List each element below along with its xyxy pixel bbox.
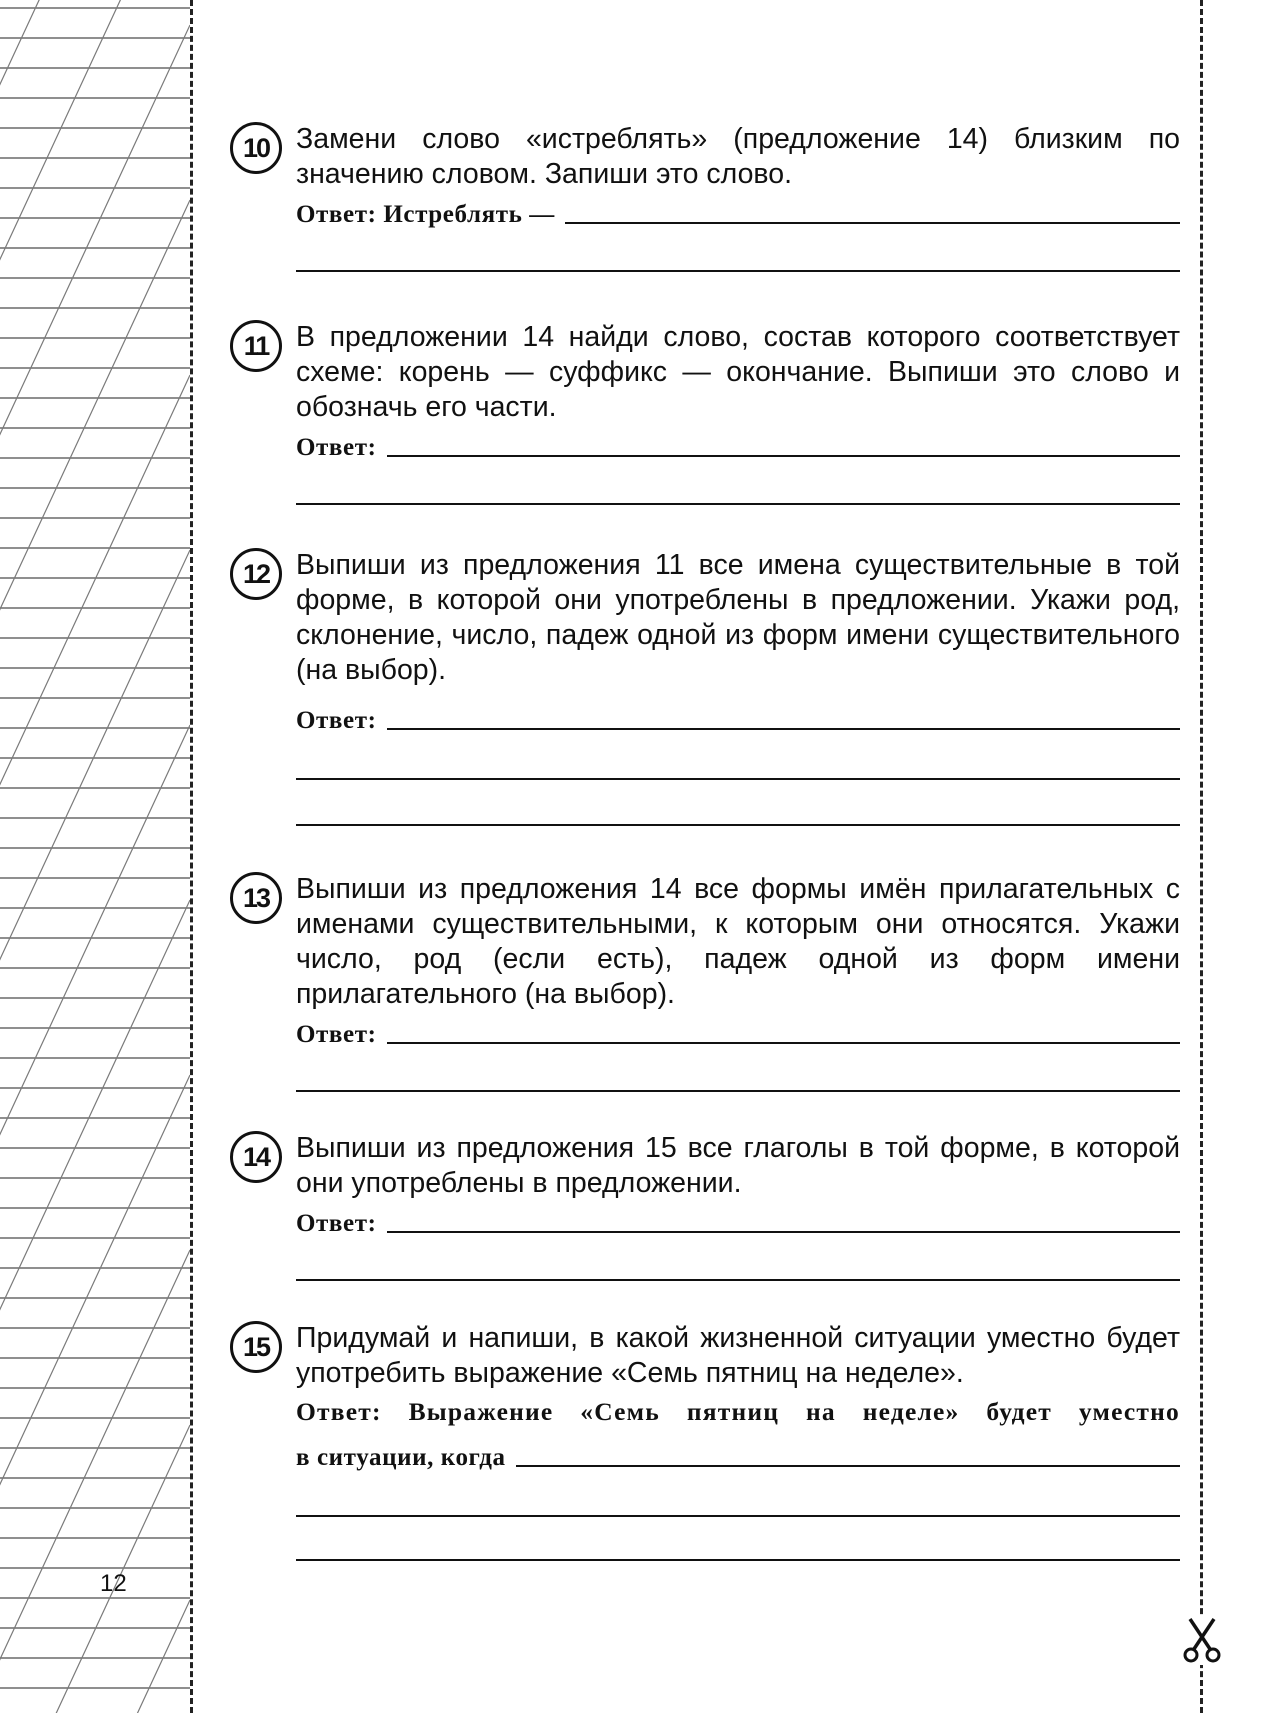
answer-row	[296, 1020, 1180, 1050]
margin-rule	[0, 550, 190, 970]
answer-label: Ответ:	[296, 1021, 377, 1048]
answer-line[interactable]	[387, 455, 1180, 457]
task-text: Придумай и напиши, в какой жизненной ситуации уместно будет употребить выражение «Семь пятниц на неделе».	[296, 1322, 1180, 1389]
task-number-badge: 11	[230, 320, 282, 372]
answer-line[interactable]	[387, 728, 1180, 730]
task-14	[230, 1131, 1180, 1281]
answer-blank-line[interactable]	[296, 1515, 1180, 1517]
margin-rule	[0, 375, 190, 795]
task-text: Выпиши из предложения 15 все глаголы в той форме, в которой они употреблены в предложении.	[296, 1132, 1180, 1199]
answer-line[interactable]	[387, 1231, 1180, 1233]
answer-blank-line[interactable]	[296, 1090, 1180, 1092]
answer-blank-line[interactable]	[296, 270, 1180, 272]
answer-line[interactable]	[387, 1042, 1180, 1044]
margin-rule	[0, 25, 190, 445]
task-number-badge: 13	[230, 872, 282, 924]
task-15	[230, 1321, 1180, 1561]
task-text: В предложении 14 найди слово, состав которого соответствует схеме: корень — суффикс — окончание. Выпиши это слово и обозначь его части.	[296, 321, 1180, 423]
task-text: Выпиши из предложения 11 все имена существительные в той форме, в которой они употреблены в предложении. Укажи род, склонение, число, падеж одной из форм имени существительного (на выбор).	[296, 549, 1180, 686]
cut-line-right	[1200, 0, 1203, 1713]
answer-row	[296, 1443, 1180, 1473]
margin-rule	[0, 1075, 190, 1495]
answer-blank-line[interactable]	[296, 1279, 1180, 1281]
task-11	[230, 320, 1180, 505]
cut-line-left	[190, 0, 193, 1713]
answer-line[interactable]	[565, 222, 1180, 224]
task-number-badge: 14	[230, 1131, 282, 1183]
margin-rule	[0, 1425, 190, 1713]
scissors-icon	[1180, 1615, 1224, 1665]
page-number: 12	[100, 1570, 127, 1597]
answer-blank-line[interactable]	[296, 1559, 1180, 1561]
ruled-margin	[0, 0, 190, 1713]
answer-row	[296, 200, 1180, 230]
margin-rule	[0, 1600, 190, 1713]
answer-blank-line[interactable]	[296, 503, 1180, 505]
answer-row	[296, 706, 1180, 736]
answer-blank-line[interactable]	[296, 778, 1180, 780]
margin-rule	[0, 0, 190, 95]
answer-label: Ответ:	[296, 434, 377, 461]
margin-rule	[0, 900, 190, 1320]
task-text: Замени слово «истреблять» (предложение 14) близким по значению словом. Запиши это слово.	[296, 123, 1180, 190]
margin-rule	[0, 200, 190, 620]
task-number-badge: 10	[230, 122, 282, 174]
margin-rule	[0, 1250, 190, 1670]
answer-row	[296, 433, 1180, 463]
task-13	[230, 872, 1180, 1092]
task-10	[230, 122, 1180, 272]
task-text: Выпиши из предложения 14 все формы имён прилагательных с именами существительными, к которым они относятся. Укажи число, род (если есть), падеж одной из форм имени прилагательного (на выбор).	[296, 873, 1180, 1010]
task-number-badge: 15	[230, 1321, 282, 1373]
answer-line[interactable]	[516, 1465, 1180, 1467]
answer-label: Ответ: Истреблять —	[296, 201, 555, 228]
task-number-badge: 12	[230, 548, 282, 600]
answer-blank-line[interactable]	[296, 824, 1180, 826]
task-12	[230, 548, 1180, 826]
answer-label: Ответ:	[296, 707, 377, 734]
answer-prefix: Ответ: Выражение «Семь пятниц на неделе» будет уместно	[296, 1397, 1180, 1426]
answer-row	[296, 1209, 1180, 1239]
answer-label: в ситуации, когда	[296, 1444, 506, 1471]
answer-label: Ответ:	[296, 1210, 377, 1237]
